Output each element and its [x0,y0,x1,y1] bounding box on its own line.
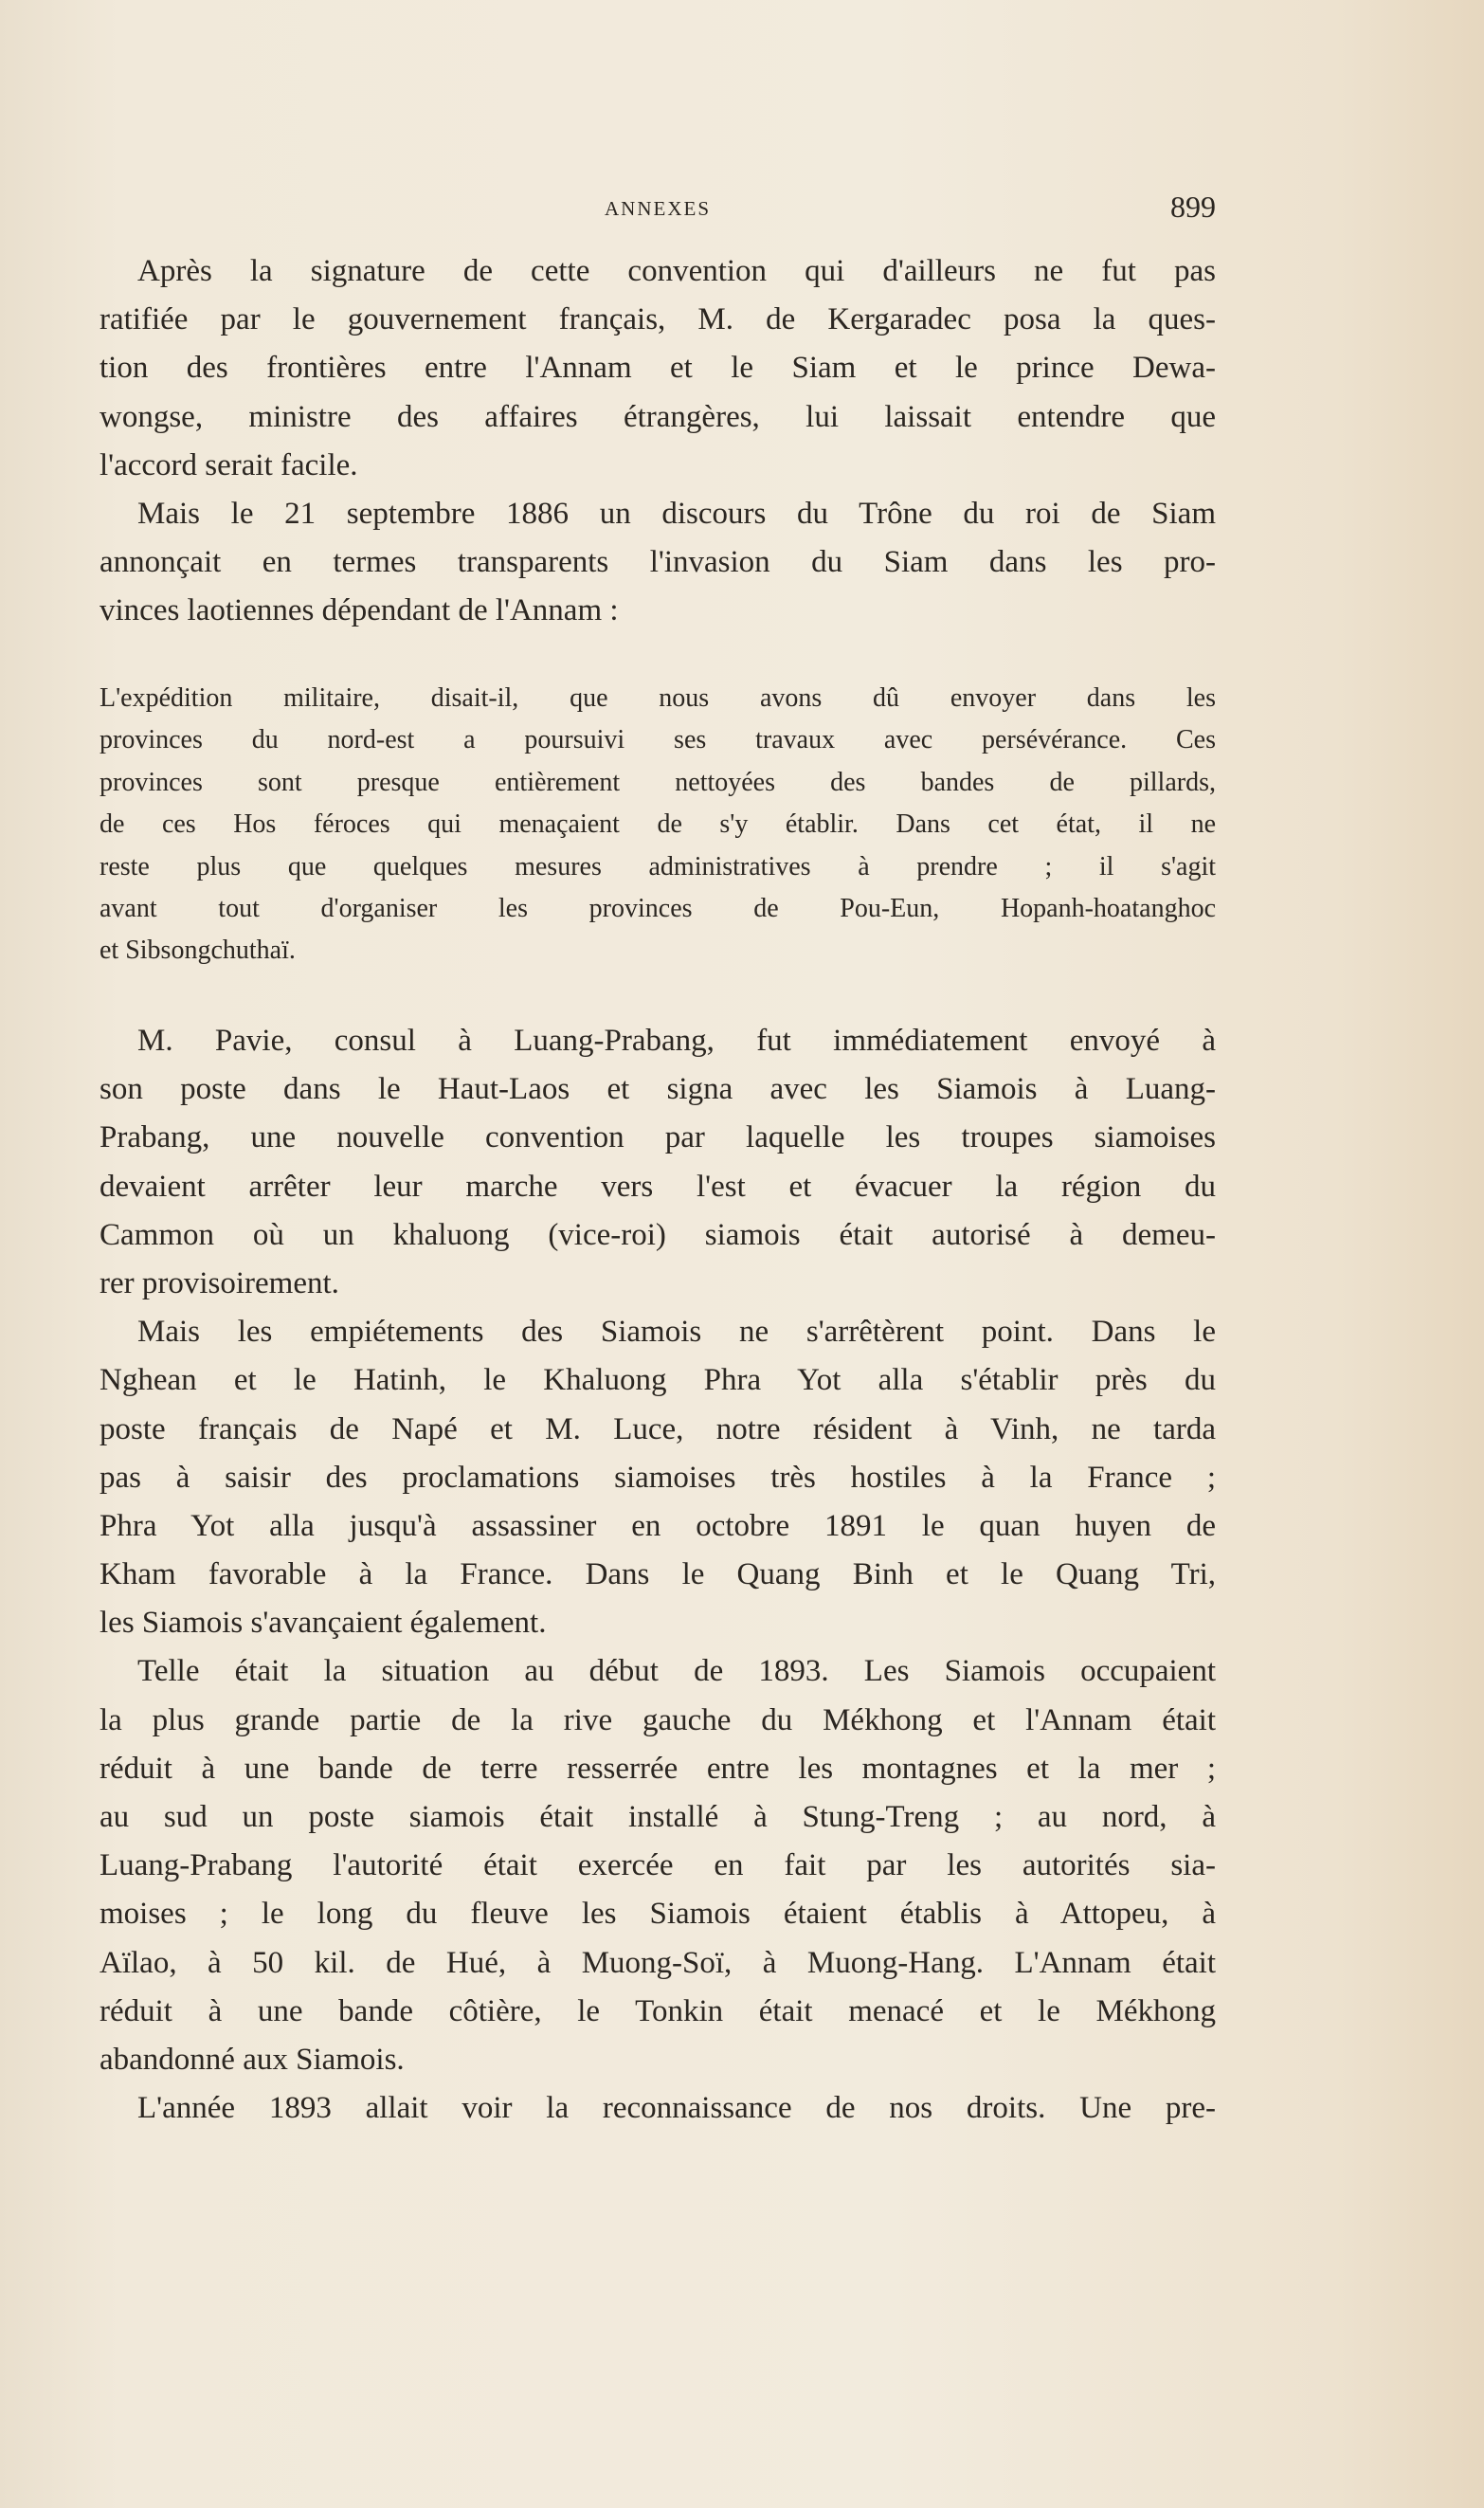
text-line: rer provisoirement. [100,1265,339,1300]
text-line: Prabang, une nouvelle convention par laquelle les troupes siamoises [100,1120,1216,1155]
page-header [100,190,1216,227]
text-line: Cammon où un khaluong (vice-roi) siamois était autorisé à demeu- [100,1217,1216,1252]
text-line: réduit à une bande côtière, le Tonkin était menacé et le Mékhong [100,1993,1216,2028]
quote-line: avant tout d'organiser les provinces de Pou-Eun, Hopanh-hoatanghoc [100,893,1216,923]
text-line: Phra Yot alla jusqu'à assassiner en octobre 1891 le quan huyen de [100,1508,1216,1543]
text-line: la plus grande partie de la rive gauche du Mékhong et l'Annam était [100,1702,1216,1737]
text-line: wongse, ministre des affaires étrangères, lui laissait entendre que [100,399,1216,434]
text-line: l'accord serait facile. [100,447,358,482]
text-line: moises ; le long du fleuve les Siamois étaient établis à Attopeu, à [100,1897,1216,1932]
text-line: Mais le 21 septembre 1886 un discours du Trône du roi de Siam [137,496,1216,531]
running-title: ANNEXES [605,197,711,220]
quoted-speech [100,678,1216,972]
text-line: son poste dans le Haut-Laos et signa avec les Siamois à Luang- [100,1072,1216,1107]
text-line: annonçait en termes transparents l'invasion du Siam dans les pro- [100,545,1216,580]
text-line: devaient arrêter leur marche vers l'est et évacuer la région du [100,1169,1216,1204]
text-line: poste français de Napé et M. Luce, notre résident à Vinh, ne tarda [100,1411,1216,1446]
quote-line: provinces sont presque entièrement nettoyées des bandes de pillards, [100,767,1216,797]
text-line: Aïlao, à 50 kil. de Hué, à Muong-Soï, à Muong-Hang. L'Annam était [100,1945,1216,1980]
text-line: au sud un poste siamois était installé à Stung-Treng ; au nord, à [100,1800,1216,1834]
section-2 [100,1017,1216,2133]
quote-line: et Sibsongchuthaï. [100,936,296,966]
quote-line: reste plus que quelques mesures administratives à prendre ; il s'agit [100,851,1216,881]
text-line: les Siamois s'avançaient également. [100,1606,547,1641]
text-line: L'année 1893 allait voir la reconnaissance de nos droits. Une pre- [137,2091,1216,2126]
text-line: tion des frontières entre l'Annam et le Siam et le prince Dewa- [100,351,1216,386]
text-line: Telle était la situation au début de 1893. Les Siamois occupaient [137,1654,1216,1689]
text-line: abandonné aux Siamois. [100,2042,405,2077]
quote-line: provinces du nord-est a poursuivi ses travaux avec persévérance. Ces [100,725,1216,755]
text-line: réduit à une bande de terre resserrée entre les montagnes et la mer ; [100,1751,1216,1786]
text-line: ratifiée par le gouvernement français, M. de Kergaradec posa la ques- [100,302,1216,337]
text-line: M. Pavie, consul à Luang-Prabang, fut immédiatement envoyé à [137,1024,1216,1058]
quote-line: de ces Hos féroces qui menaçaient de s'y établir. Dans cet état, il ne [100,809,1216,840]
text-line: Luang-Prabang l'autorité était exercée en fait par les autorités sia- [100,1848,1216,1883]
text-line: Nghean et le Hatinh, le Khaluong Phra Yot alla s'établir près du [100,1363,1216,1398]
page-number: 899 [1170,190,1216,224]
text-line: Mais les empiétements des Siamois ne s'arrêtèrent point. Dans le [137,1315,1216,1350]
quote-line: L'expédition militaire, disait-il, que nous avons dû envoyer dans les [100,683,1216,713]
text-line: Kham favorable à la France. Dans le Quang Binh et le Quang Tri, [100,1557,1216,1592]
section-1 [100,247,1216,636]
text-line: vinces laotiennes dépendant de l'Annam : [100,593,619,628]
text-line: pas à saisir des proclamations siamoises très hostiles à la France ; [100,1460,1216,1495]
text-line: Après la signature de cette convention qui d'ailleurs ne fut pas [137,254,1216,288]
